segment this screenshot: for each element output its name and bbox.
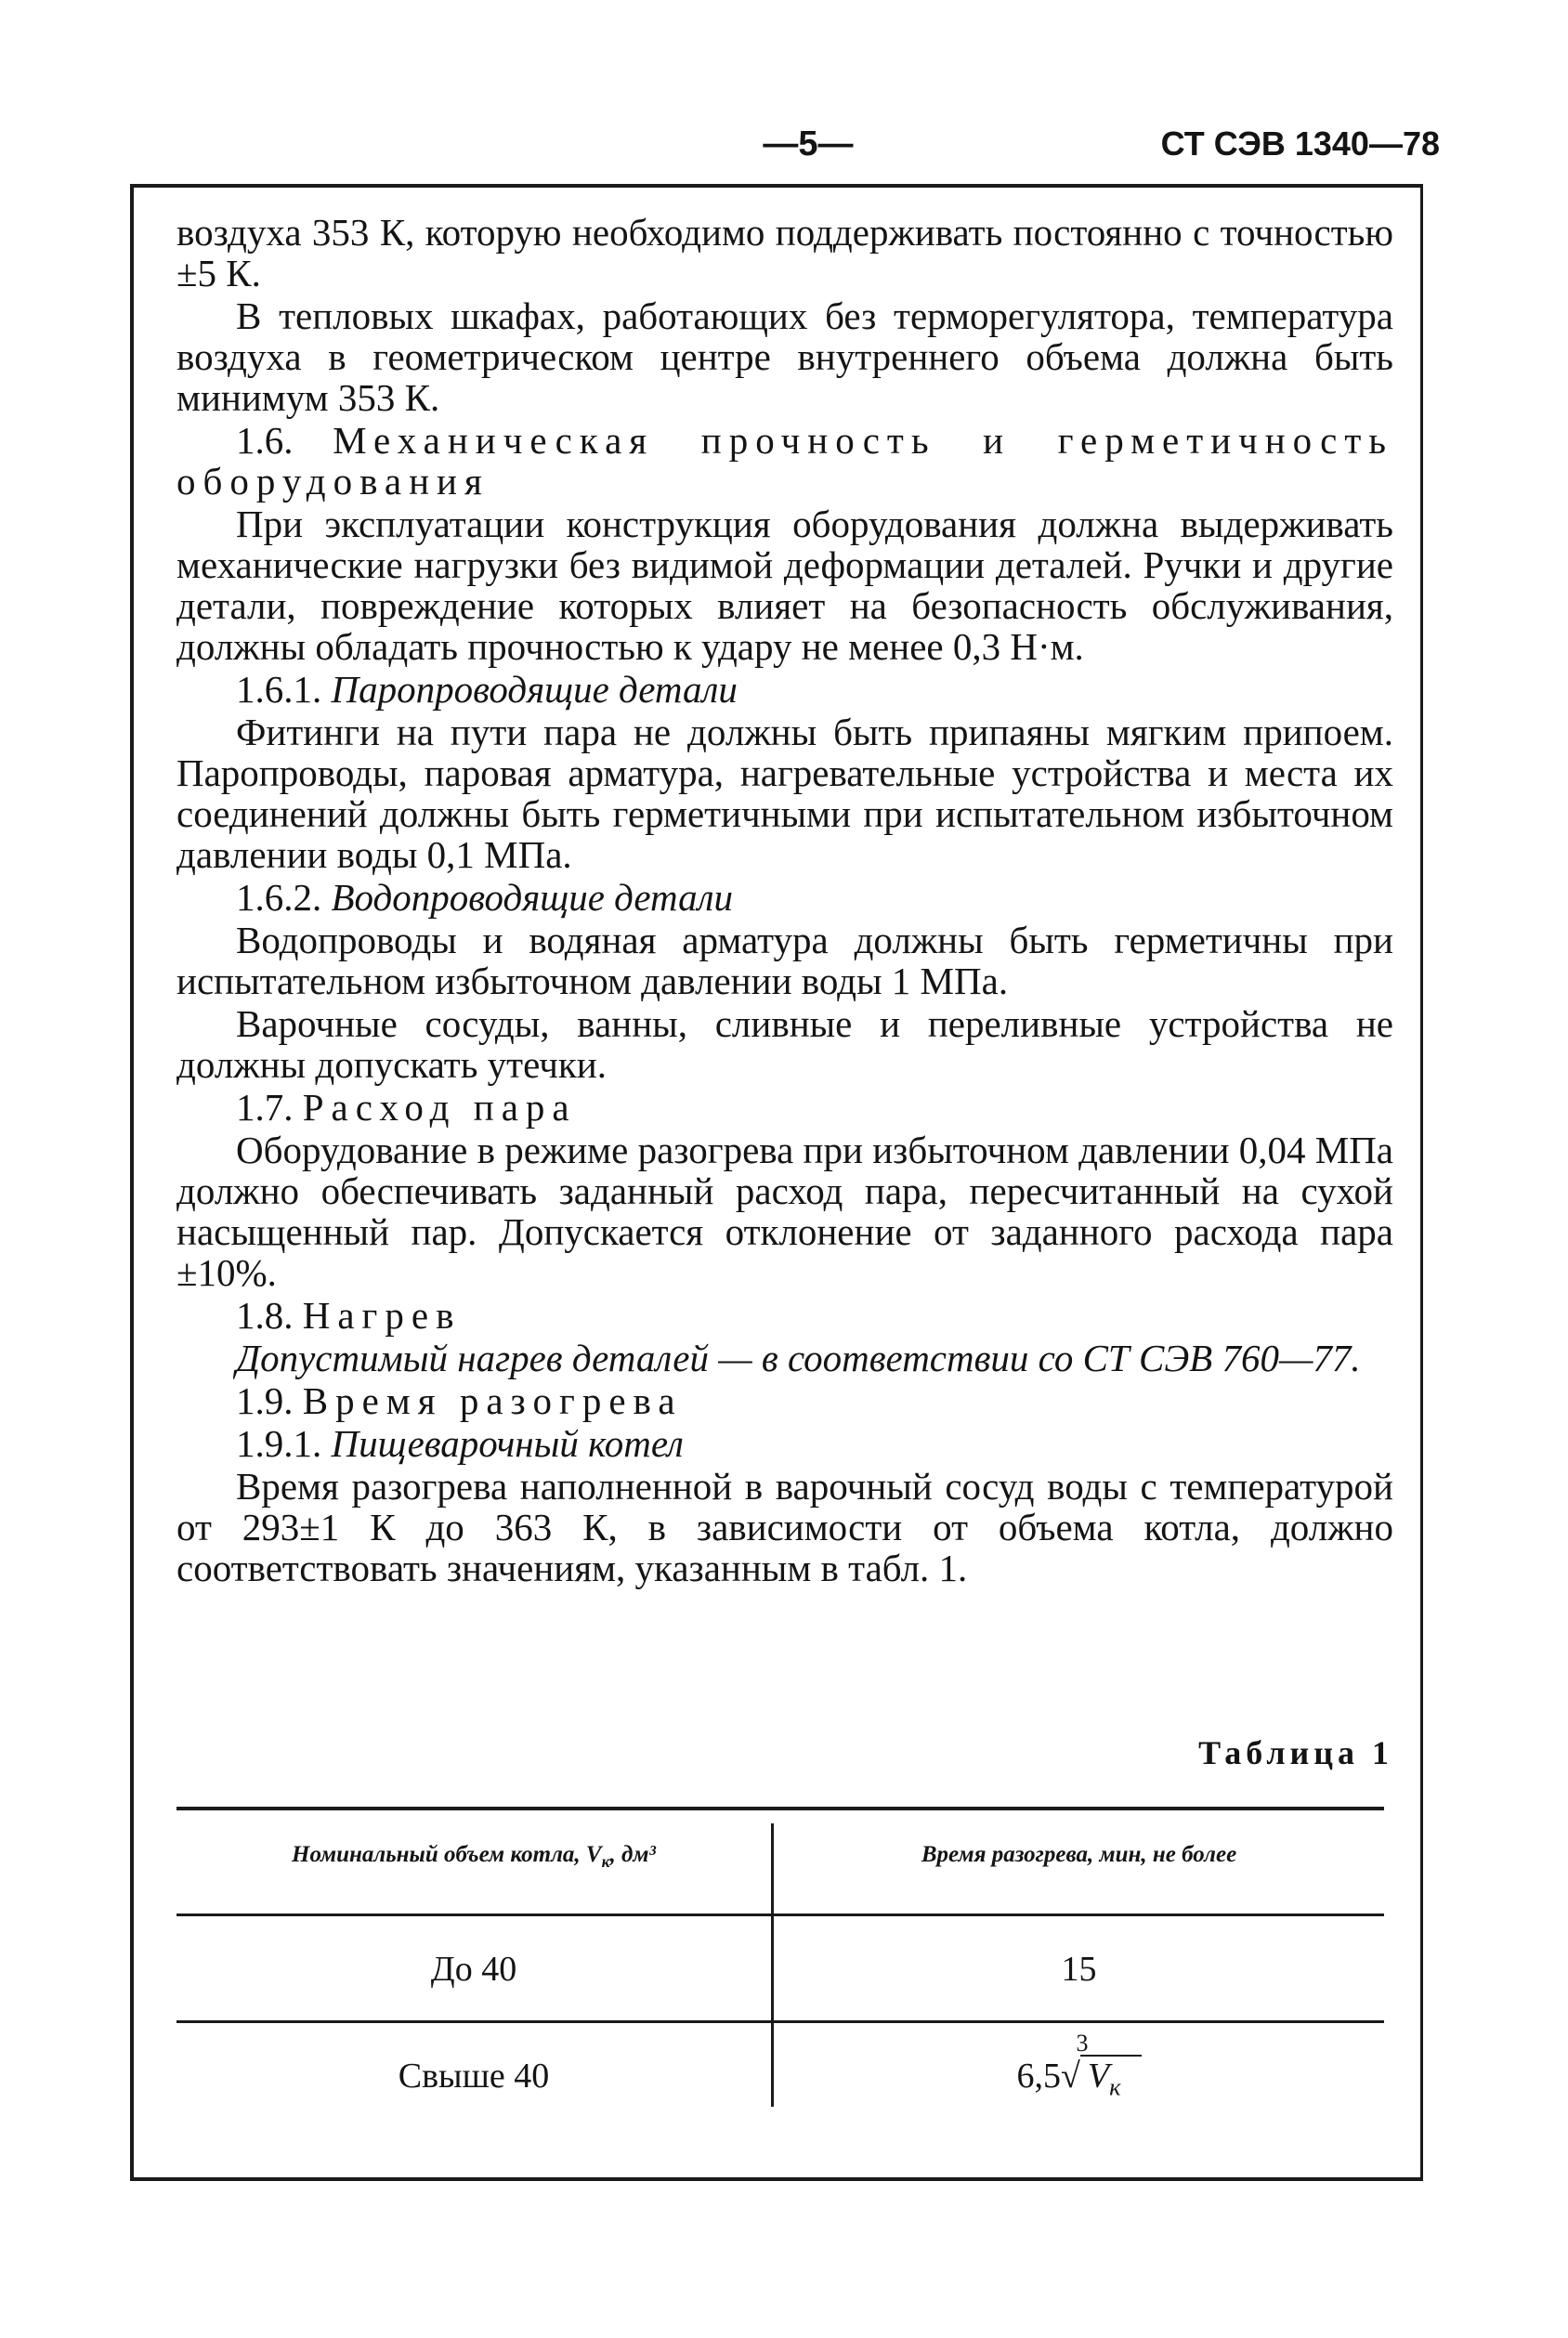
table-rule xyxy=(176,2020,1384,2023)
page-number: —5— xyxy=(763,124,854,163)
paragraph: Варочные сосуды, ванны, сливные и переливные устройства не должны допускать утечки. xyxy=(176,1002,1393,1086)
section-number: 1.8. xyxy=(236,1294,294,1337)
section-title: Паропроводящие детали xyxy=(331,668,738,711)
radical-sign: √ xyxy=(1060,2057,1080,2096)
section-heading xyxy=(176,669,1393,710)
section-heading xyxy=(176,1295,1393,1336)
section-heading xyxy=(176,1423,1393,1464)
paragraph: Допустимый нагрев деталей — в соответствии со СТ СЭВ 760—77. xyxy=(236,1337,1361,1379)
paragraph: Оборудование в режиме разогрева при избыточном давлении 0,04 МПа должно обеспечивать заданный расход пара, пересчитанный на сухой насыщенный пар. Допускается отклонение от заданного расхода пара ±10%. xyxy=(176,1129,1393,1294)
paragraph: Время разогрева наполненной в варочный сосуд воды с температурой от 293±1 К до 363 К, в зависимости от объема котла, должно соответствовать значениям, указанным в табл. 1. xyxy=(176,1465,1393,1589)
table-cell-time: 15 xyxy=(1061,1950,1097,1989)
section-title: Пищеварочный котел xyxy=(331,1422,684,1465)
table-cell-time xyxy=(774,2030,1384,2102)
section-number: 1.6.1. xyxy=(236,668,322,711)
table-header-time: Время разогрева, мин, не более xyxy=(921,1842,1237,1867)
section-title: Расход пара xyxy=(302,1086,577,1129)
section-number: 1.9. xyxy=(236,1379,294,1422)
section-heading xyxy=(176,1087,1393,1128)
data-table xyxy=(176,1807,1384,2113)
paragraph: воздуха 353 К, которую необходимо поддерживать постоянно с точностью ±5 К. xyxy=(176,211,1393,294)
section-heading xyxy=(176,420,1393,502)
section-title: Нагрев xyxy=(302,1294,462,1337)
section-number: 1.6. xyxy=(236,419,294,462)
table-rule xyxy=(176,1807,1384,1810)
cube-root-formula xyxy=(1016,2030,1141,2102)
section-title: Время разогрева xyxy=(302,1379,683,1422)
root-index: 3 xyxy=(1076,2030,1089,2057)
paragraph: В тепловых шкафах, работающих без терморегулятора, температура воздуха в геометрическом центре внутреннего объема должна быть минимум 353 К. xyxy=(176,294,1393,419)
table-cell-volume: До 40 xyxy=(430,1950,517,1989)
formula-coefficient: 6,5 xyxy=(1016,2057,1061,2096)
radicand: $V_к$ xyxy=(1080,2055,1142,2096)
section-title: Водопроводящие детали xyxy=(331,876,734,919)
section-heading xyxy=(176,877,1393,918)
document-body xyxy=(176,212,1393,1590)
header-unit: , дм³ xyxy=(609,1842,656,1867)
section-title: Механическая прочность и герметичность оборудования xyxy=(176,419,1393,503)
paragraph: При эксплуатации конструкция оборудования должна выдерживать механические нагрузки без видимой деформации деталей. Ручки и другие детали, повреждение которых влияет на безопасность обслуживания, должны обладать прочностью к удару не менее 0,3 Н·м. xyxy=(176,503,1393,668)
section-number: 1.6.2. xyxy=(236,876,322,919)
table-cell-volume: Свыше 40 xyxy=(398,2057,550,2096)
table-header-volume xyxy=(176,1842,771,1872)
paragraph: Фитинги на пути пара не должны быть припаяны мягким припоем. Паропроводы, паровая арматура, нагревательные устройства и места их соединений должны быть герметичными при испытательном избыточном давлении воды 0,1 МПа. xyxy=(176,711,1393,876)
section-number: 1.7. xyxy=(236,1086,294,1129)
header-subscript: к xyxy=(601,1852,610,1871)
section-heading xyxy=(176,1380,1393,1421)
standard-code: СТ СЭВ 1340—78 xyxy=(1160,124,1440,163)
table-caption: Таблица 1 xyxy=(1198,1734,1393,1771)
paragraph: Водопроводы и водяная арматура должны быть герметичны при испытательном избыточном давлении воды 1 МПа. xyxy=(176,919,1393,1002)
table-rule xyxy=(176,1914,1384,1916)
header-text: Номинальный объем котла, V xyxy=(292,1842,602,1867)
section-number: 1.9.1. xyxy=(236,1422,322,1465)
